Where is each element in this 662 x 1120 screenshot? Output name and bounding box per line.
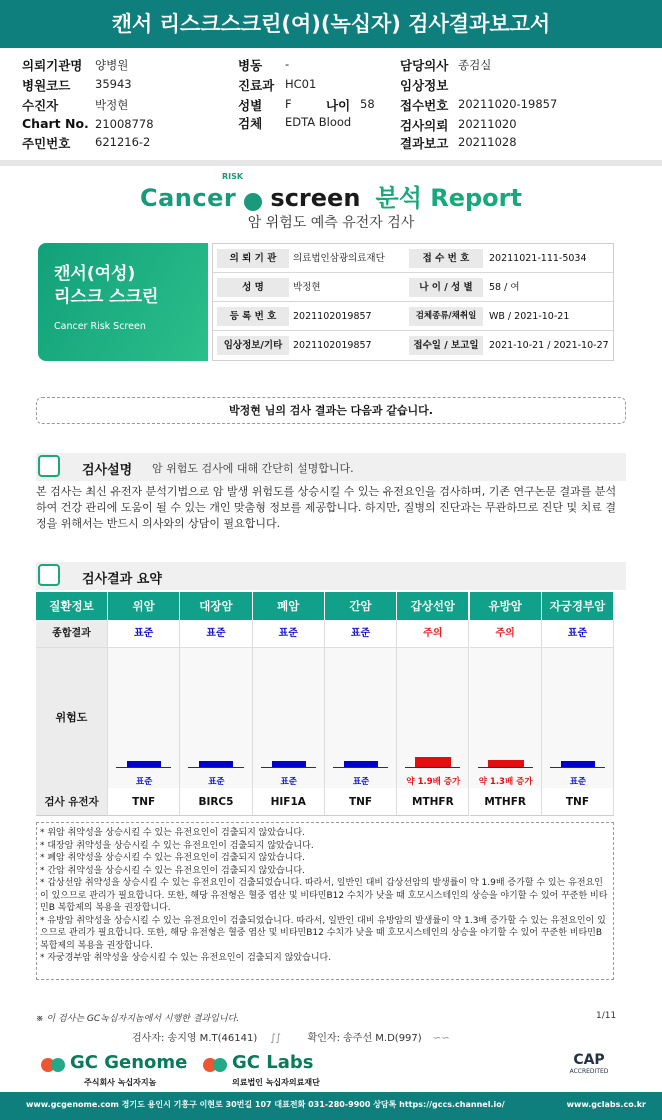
risk-label: 약 1.9배 증가 bbox=[406, 777, 461, 787]
note-line: * 유방암 취약성을 상승시킬 수 있는 유전요인이 검출되었습니다. 따라서, 일반인 대비 유방암의 발생률이 약 1.3배 증가할 수 있는 유전요인이 있으므로 관리가 필요합니다. 또한, 해당 유전형은 혈중 엽산 및 비타민B12 수치가 낮을 때 호모시스테인의 상승을 야기할 수 있어 꾸준한 비타민B 복합제의 복용을 권장합니다. bbox=[40, 915, 606, 951]
info-value: 양병원 bbox=[95, 58, 129, 72]
stethoscope-icon bbox=[38, 455, 60, 477]
info-label: Chart No. bbox=[22, 116, 89, 131]
overall-result: 주의 bbox=[470, 620, 542, 648]
gene-name: TNF bbox=[325, 788, 397, 816]
risk-label: 표준 bbox=[280, 777, 297, 787]
risk-label: 표준 bbox=[208, 777, 225, 787]
section-desc: 암 위험도 검사에 대해 간단히 설명합니다. bbox=[152, 462, 354, 475]
tester-name: 검사자: 송지영 M.T(46141) bbox=[132, 1033, 258, 1044]
risk-bar bbox=[415, 757, 451, 767]
brand-logo-icon bbox=[244, 193, 262, 211]
brand-report-text: 분석 Report bbox=[375, 184, 522, 212]
risk-label: 표준 bbox=[352, 777, 370, 787]
gc-labs-sub: 의료법인 녹십자의료재단 bbox=[232, 1078, 320, 1087]
info-label: 접수번호 bbox=[400, 98, 449, 113]
info-label: 병동 bbox=[238, 58, 263, 73]
card-key: 접 수 번 호 bbox=[409, 249, 483, 268]
disease-header: 자궁경부암 bbox=[542, 592, 614, 620]
gc-genome-name: GC Genome bbox=[70, 1052, 188, 1073]
card-key: 검체종류/채취일 bbox=[409, 307, 483, 326]
info-value: 621216-2 bbox=[95, 135, 151, 149]
info-label: 성별 bbox=[238, 98, 263, 113]
info-value: 20211020-19857 bbox=[458, 97, 558, 111]
note-line: * 자궁경부암 취약성을 상승시킬 수 있는 유전요인이 검출되지 않았습니다. bbox=[40, 953, 332, 963]
signature-line bbox=[132, 1029, 463, 1044]
risk-label: 표준 bbox=[569, 777, 587, 787]
explanation-paragraph: 본 검사는 최신 유전자 분석기법으로 암 발생 위험도를 상승시킬 수 있는 유전요인을 검사하며, 기존 연구논문 결과를 분석하여 건강 관리에 도움이 될 수 있는 개인 맞춤형 정보를 제공합니다. 하지만, 질병의 진단과는 무관하므로 진단 및 치료 결정을 위해서는 반드시 의사와의 상담이 필요합니다. bbox=[36, 485, 617, 530]
overall-result: 표준 bbox=[108, 620, 180, 648]
info-value: 박정현 bbox=[95, 98, 129, 112]
info-value: F bbox=[285, 97, 292, 111]
baseline bbox=[405, 767, 460, 768]
info-label: 주민번호 bbox=[22, 136, 71, 151]
card-row bbox=[213, 273, 613, 302]
risk-cell bbox=[542, 648, 614, 788]
cap-sub-text: ACCREDITED bbox=[569, 1068, 609, 1075]
overall-result: 표준 bbox=[180, 620, 252, 648]
info-label: 담당의사 bbox=[400, 58, 449, 73]
info-value: 20211020 bbox=[458, 117, 517, 131]
card-row bbox=[213, 244, 613, 273]
report-subtitle: 암 위험도 예측 유전자 검사 bbox=[247, 215, 415, 231]
info-label: 임상정보 bbox=[400, 78, 449, 93]
card-key: 접수일 / 보고일 bbox=[409, 336, 483, 355]
card-value: WB / 2021-10-21 bbox=[489, 311, 570, 322]
info-value: 종검실 bbox=[458, 58, 492, 72]
disease-header: 폐암 bbox=[253, 592, 325, 620]
row-label-disease: 질환정보 bbox=[36, 592, 108, 620]
risk-cell bbox=[470, 648, 542, 788]
card-value: 2021102019857 bbox=[293, 340, 372, 351]
gc-labs-name: GC Labs bbox=[232, 1052, 314, 1073]
gene-name: MTHFR bbox=[397, 788, 469, 816]
medical-kit-icon bbox=[38, 564, 60, 586]
gc-genome-logo-icon bbox=[40, 1054, 66, 1076]
note-line: * 간암 취약성을 상승시킬 수 있는 유전요인이 검출되지 않았습니다. bbox=[40, 865, 305, 876]
footer-logos bbox=[0, 1050, 662, 1092]
note-line: * 위암 취약성을 상승시킬 수 있는 유전요인이 검출되지 않았습니다. bbox=[40, 828, 305, 838]
overall-result: 주의 bbox=[397, 620, 469, 648]
brand-cancer-text: Cancer bbox=[140, 184, 237, 212]
product-card bbox=[38, 243, 208, 361]
card-key: 성 명 bbox=[217, 278, 289, 297]
info-label: 검사의뢰 bbox=[400, 118, 449, 133]
info-label: 수진자 bbox=[22, 98, 59, 113]
risk-cell bbox=[397, 648, 469, 788]
info-value: 21008778 bbox=[95, 117, 154, 131]
risk-label: 표준 bbox=[135, 777, 153, 787]
overall-result: 표준 bbox=[325, 620, 397, 648]
section-summary-header bbox=[36, 562, 626, 590]
info-value: HC01 bbox=[285, 77, 317, 91]
baseline bbox=[550, 767, 605, 768]
baseline bbox=[116, 767, 171, 768]
page-number: 1/11 bbox=[596, 1011, 617, 1021]
baseline bbox=[188, 767, 243, 768]
card-row bbox=[213, 302, 613, 331]
baseline bbox=[333, 767, 388, 768]
risk-bar bbox=[488, 760, 524, 767]
info-value: 35943 bbox=[95, 77, 132, 91]
baseline bbox=[478, 767, 533, 768]
brand-risk-tag: RISK bbox=[222, 172, 244, 181]
card-key: 등 록 번 호 bbox=[217, 307, 289, 326]
report-title-bar bbox=[0, 0, 662, 48]
info-label: 검체 bbox=[238, 116, 263, 131]
confirmer-name: 확인자: 송주선 M.D(997) bbox=[307, 1033, 422, 1044]
confirmer-signature: ∽∽ bbox=[432, 1033, 450, 1044]
row-label-risk: 위험도 bbox=[36, 648, 108, 788]
info-value: 20211028 bbox=[458, 135, 517, 149]
info-value: 58 bbox=[360, 97, 375, 111]
gc-genome-sub: 주식회사 녹십자지놈 bbox=[84, 1078, 157, 1087]
card-key: 의 뢰 기 관 bbox=[217, 249, 289, 268]
gene-name: TNF bbox=[108, 788, 180, 816]
product-title-en: Cancer Risk Screen bbox=[54, 321, 146, 332]
info-label: 병원코드 bbox=[22, 78, 71, 93]
gene-name: TNF bbox=[542, 788, 614, 816]
note-line: * 폐암 취약성을 상승시킬 수 있는 유전요인이 검출되지 않았습니다. bbox=[40, 853, 305, 863]
disease-header: 대장암 bbox=[180, 592, 252, 620]
footer-contact-bar bbox=[0, 1092, 662, 1120]
section-explanation-header bbox=[36, 453, 626, 481]
risk-label: 약 1.3배 증가 bbox=[478, 777, 533, 787]
info-label: 결과보고 bbox=[400, 136, 449, 151]
risk-cell bbox=[325, 648, 397, 788]
footer-contact-text: www.gcgenome.com 경기도 용인시 기흥구 이현로 30번길 107 대표전화 031-280-9900 상담톡 https://gccs.channel.io/ bbox=[26, 1100, 505, 1109]
card-value: 2021-10-21 / 2021-10-27 bbox=[489, 340, 609, 351]
gene-name: HIF1A bbox=[253, 788, 325, 816]
note-line: * 대장암 취약성을 상승시킬 수 있는 유전요인이 검출되지 않았습니다. bbox=[40, 840, 314, 851]
disease-header: 간암 bbox=[325, 592, 397, 620]
risk-cell bbox=[108, 648, 180, 788]
card-value: 20211021-111-5034 bbox=[489, 253, 587, 264]
info-label: 나이 bbox=[326, 98, 351, 113]
report-title: 캔서 리스크스크린(여)(녹십자) 검사결과보고서 bbox=[111, 12, 551, 36]
card-key: 임상정보/기타 bbox=[217, 336, 289, 355]
row-label-overall: 종합결과 bbox=[36, 620, 108, 648]
row-label-gene: 검사 유전자 bbox=[36, 788, 108, 816]
product-title-line2: 리스크 스크린 bbox=[54, 287, 159, 307]
card-value: 의료법인삼광의료재단 bbox=[293, 253, 385, 264]
risk-cell bbox=[180, 648, 252, 788]
card-value: 2021102019857 bbox=[293, 311, 372, 322]
note-line: * 갑상선암 취약성을 상승시킬 수 있는 유전요인이 검출되었습니다. 따라서, 일반인 대비 갑상선암의 발생률이 약 1.9배 증가할 수 있는 유전요인이 있으므로 관리가 필요합니다. 또한, 해당 유전형은 혈중 엽산 및 비타민B12 수치가 낮을 때 호모시스테인의 상승을 야기할 수 있어 꾸준한 비타민B 복합제의 복용을 권장합니다. bbox=[40, 878, 608, 913]
info-value: - bbox=[285, 57, 290, 71]
info-label: 의뢰기관명 bbox=[22, 58, 83, 73]
info-label: 진료과 bbox=[238, 78, 275, 93]
divider bbox=[0, 160, 662, 166]
section-title: 검사설명 bbox=[82, 463, 133, 478]
footer-website: www.gclabs.co.kr bbox=[566, 1100, 646, 1109]
patient-card-table bbox=[212, 243, 614, 361]
card-value: 58 / 여 bbox=[489, 282, 520, 293]
cap-text: CAP bbox=[573, 1052, 605, 1068]
info-value: EDTA Blood bbox=[285, 115, 352, 129]
section-title: 검사결과 요약 bbox=[82, 572, 162, 587]
disease-header: 갑상선암 bbox=[397, 592, 469, 620]
result-notes bbox=[36, 822, 614, 980]
card-key: 나 이 / 성 별 bbox=[409, 278, 483, 297]
baseline bbox=[261, 767, 316, 768]
card-value: 박정현 bbox=[293, 282, 321, 293]
brand-title bbox=[0, 172, 662, 213]
disease-header: 위암 bbox=[108, 592, 180, 620]
product-title-line1: 캔서(여성) bbox=[54, 264, 136, 284]
card-row bbox=[213, 331, 613, 360]
patient-info-grid bbox=[0, 52, 662, 156]
gc-labs-logo-icon bbox=[202, 1054, 228, 1076]
greeting-box: 박정현 님의 검사 결과는 다음과 같습니다. bbox=[36, 397, 626, 424]
gene-name: MTHFR bbox=[470, 788, 542, 816]
footer-note: ※ 이 검사는 GC녹십자지놈에서 시행한 결과입니다. bbox=[36, 1014, 240, 1024]
risk-cell bbox=[253, 648, 325, 788]
disease-header: 유방암 bbox=[470, 592, 542, 620]
tester-signature: ∫∫ bbox=[270, 1033, 281, 1044]
overall-result: 표준 bbox=[542, 620, 614, 648]
overall-result: 표준 bbox=[253, 620, 325, 648]
gene-name: BIRC5 bbox=[180, 788, 252, 816]
brand-screen-text: screen bbox=[270, 184, 361, 212]
cap-logo bbox=[556, 1052, 622, 1088]
